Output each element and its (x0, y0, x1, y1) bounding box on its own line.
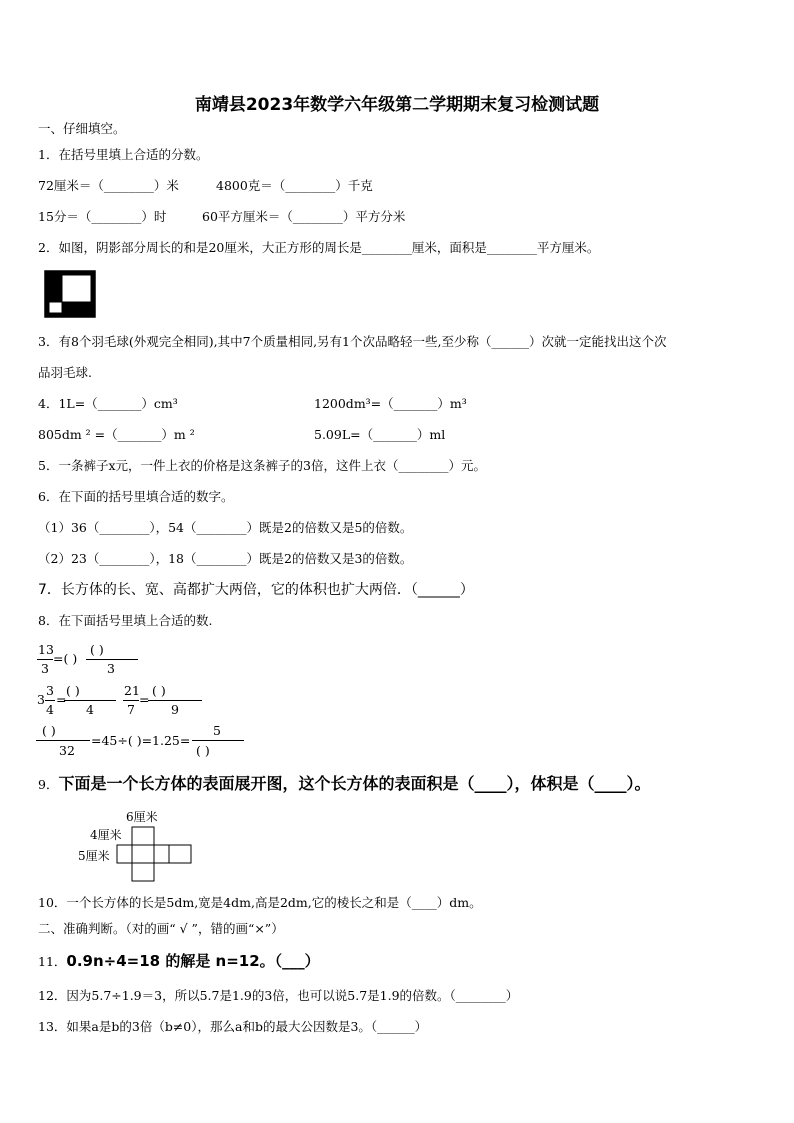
q8-f3-eq: = (139, 692, 150, 707)
q8-f2-bar2 (64, 700, 116, 701)
q8-f1-eq: =( ) (53, 651, 78, 666)
q8-f4-mid: =45÷( )=1.25= (91, 733, 191, 748)
q11-line (38, 951, 320, 972)
q12-text: 12．因为5.7÷1.9＝3，所以5.7是1.9的3倍，也可以说5.7是1.9的倍数。（________） (38, 988, 519, 1003)
q5-text: 5．一条裤子x元，一件上衣的价格是这条裤子的3倍，这件上衣（________）元。 (38, 458, 486, 473)
q8-f2-num: 3 (46, 683, 54, 698)
q8-f3-num: 21 (124, 683, 140, 698)
q8-f2-eq: = (56, 692, 67, 707)
q9-text: 下面是一个长方体的表面展开图，这个长方体的表面积是（____），体积是（____）。 (58, 774, 651, 793)
q11-prefix: 11． (38, 954, 67, 969)
q6-text: 6．在下面的括号里填合适的数字。 (38, 489, 234, 504)
q8-f2-num2: ( ) (66, 683, 80, 698)
q8-f3-num2: ( ) (152, 683, 166, 698)
q8-f4-bar2 (192, 740, 244, 741)
page-title: 南靖县2023年数学六年级第二学期期末复习检测试题 (194, 95, 600, 115)
q8-f2-den: 4 (46, 702, 54, 717)
q1-row1a: 72厘米＝（________）米 (38, 178, 179, 193)
q4-b: 1200dm³=（_______）m³ (314, 396, 467, 411)
q8-f3-bar (123, 700, 139, 701)
q4-c: 805dm ² =（_______）m ² (38, 427, 195, 442)
q4-d: 5.09L=（_______）ml (314, 427, 446, 442)
q9-label-top: 6厘米 (126, 810, 158, 824)
q1-row2b: 60平方厘米＝（________）平方分米 (202, 209, 406, 224)
q8-text: 8．在下面括号里填上合适的数. (38, 613, 213, 628)
q13-text: 13．如果a是b的3倍（b≠0），那么a和b的最大公因数是3。（______） (38, 1019, 428, 1034)
q4-a: 4．1L=（_______）cm³ (38, 396, 178, 411)
q1-row1b: 4800克＝（________）千克 (216, 178, 373, 193)
q9-label-left1: 4厘米 (90, 828, 122, 842)
section-1-heading: 一、仔细填空。 (38, 121, 126, 136)
q11-text: 0.9n÷4=18 的解是 n=12。（___） (66, 952, 320, 970)
q6-row2: （2）23（________），18（________）既是2的倍数又是3的倍数。 (38, 551, 413, 566)
q8-f2-den2: 4 (86, 702, 94, 717)
q8-f4-den: 32 (59, 743, 75, 758)
q8-f4-den2: ( ) (196, 743, 210, 758)
q8-f4-bar (36, 740, 90, 741)
q3-line2: 品羽毛球. (38, 365, 92, 380)
q3-line1: 3．有8个羽毛球(外观完全相同),其中7个质量相同,另有1个次品略轻一些,至少称（______）次就一定能找出这个次 (38, 334, 667, 349)
q2-square-figure (44, 270, 96, 318)
q8-f1-den2: 3 (107, 661, 115, 676)
q1-row2a: 15分＝（________）时 (38, 209, 167, 224)
q8-f4-num2: 5 (213, 723, 221, 738)
q8-f3-bar2 (148, 700, 202, 701)
q2-text: 2．如图，阴影部分周长的和是20厘米，大正方形的周长是________厘米，面积是________平方厘米。 (38, 240, 600, 255)
q8-f1-den: 3 (41, 661, 49, 676)
q7-text: 7．长方体的长、宽、高都扩大两倍，它的体积也扩大两倍．（______） (38, 582, 474, 598)
q9-prefix: 9． (38, 777, 59, 792)
q6-row1: （1）36（________），54（________）既是2的倍数又是5的倍数。 (38, 520, 413, 535)
q8-f2-whole: 3 (37, 692, 45, 707)
q8-f1-bar2 (86, 659, 138, 660)
q8-f1-bar (37, 659, 53, 660)
q8-f3-den2: 9 (171, 702, 179, 717)
q8-f3-den: 7 (127, 702, 135, 717)
q10-text: 10．一个长方体的长是5dm,宽是4dm,高是2dm,它的棱长之和是（____）dm。 (38, 895, 482, 910)
q9-label-left2: 5厘米 (78, 849, 110, 863)
q8-f1-num: 13 (38, 642, 54, 657)
q1-text: 1．在括号里填上合适的分数。 (38, 147, 209, 162)
q9-net-diagram (116, 826, 196, 886)
q8-f2-bar (45, 700, 55, 701)
q8-f4-num: ( ) (42, 723, 56, 738)
section-2-heading: 二、准确判断。（对的画“ √ ”，错的画“×”） (38, 921, 284, 936)
q9-line (38, 774, 650, 795)
q8-f1-num2: ( ) (90, 642, 104, 657)
